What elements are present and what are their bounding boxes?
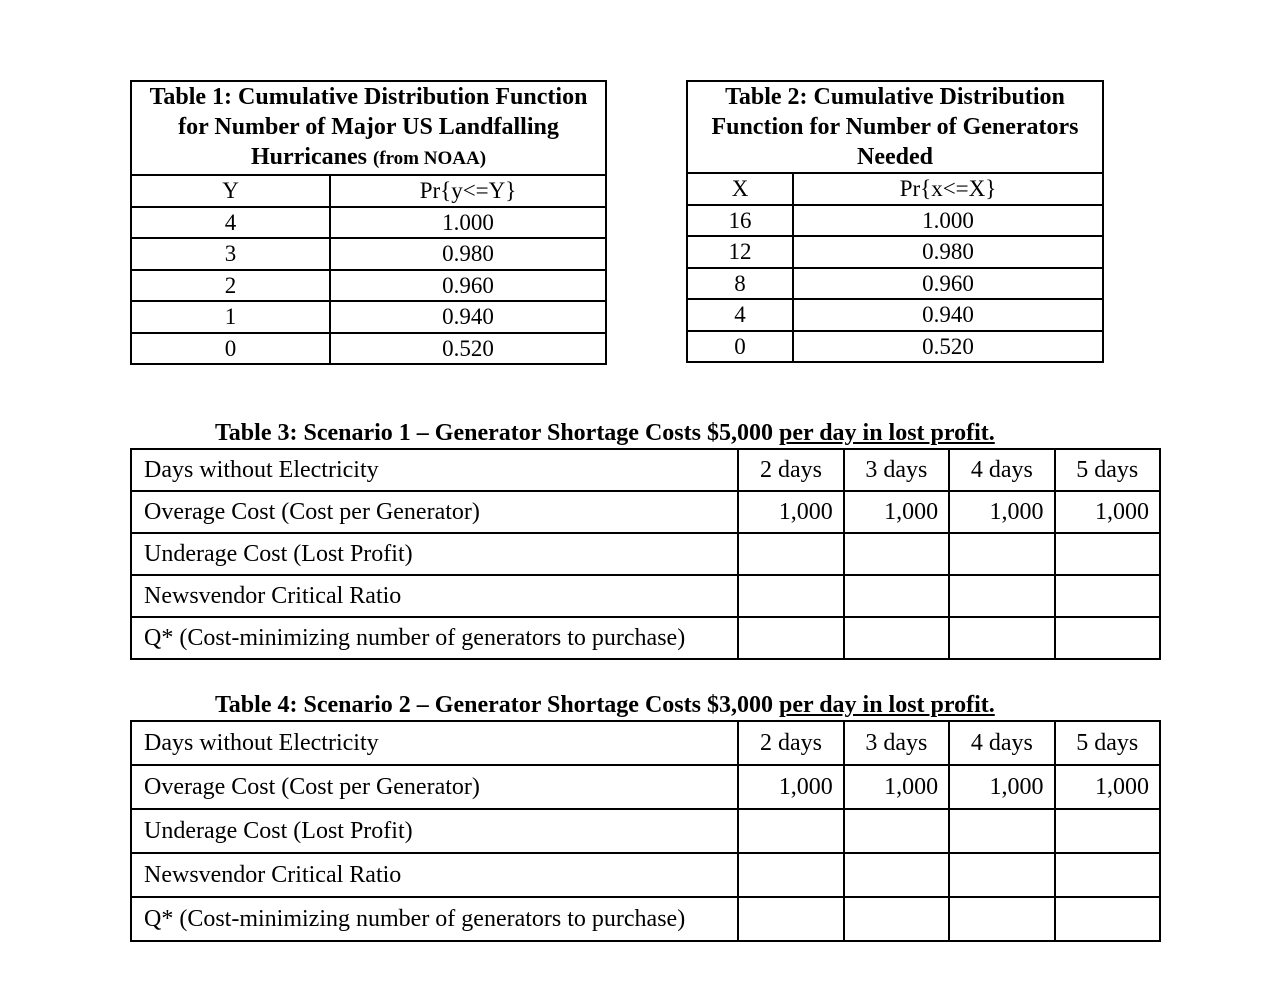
empty-cell [1055,533,1160,575]
table-cell: 2 days [738,721,843,765]
empty-cell [1055,853,1160,897]
table-row [131,575,1160,617]
table-cell: 0.980 [793,236,1103,268]
empty-cell [949,853,1054,897]
table-row [131,333,606,365]
table-cell: 0 [131,333,330,365]
row-label: Newsvendor Critical Ratio [131,575,738,617]
table-cell: 5 days [1055,449,1160,491]
table-cell: 2 days [738,449,843,491]
empty-cell [844,809,949,853]
table-1-title-source: (from NOAA) [372,148,487,169]
row-label: Days without Electricity [131,721,738,765]
row-label: Underage Cost (Lost Profit) [131,809,738,853]
table-cell: 1,000 [1055,765,1160,809]
empty-cell [844,575,949,617]
table-row [131,449,1160,491]
table-row [131,617,1160,659]
table-cell: 4 days [949,721,1054,765]
table-cell: 0.520 [793,331,1103,363]
table-cell: 5 days [1055,721,1160,765]
row-label: Newsvendor Critical Ratio [131,853,738,897]
table-cell: 0.960 [330,270,606,302]
table-cell: 0.980 [330,238,606,270]
table-cell: 1,000 [949,765,1054,809]
table-1-title: Table 1: Cumulative Distribution Function for Number of Major US Landfalling Hurricanes (from NOAA) [131,81,606,175]
table-row [687,236,1103,268]
table-cell: 1.000 [793,205,1103,237]
empty-cell [949,897,1054,941]
empty-cell [738,617,843,659]
table-row [131,270,606,302]
empty-cell [844,853,949,897]
table-cell: 1.000 [330,207,606,239]
table-row [131,765,1160,809]
empty-cell [1055,897,1160,941]
table-cell: 0.940 [793,299,1103,331]
table-cell: 0.520 [330,333,606,365]
empty-cell [738,533,843,575]
empty-cell [738,575,843,617]
empty-cell [949,575,1054,617]
table-cell: 0 [687,331,793,363]
table-row [131,721,1160,765]
table-cell: 4 days [949,449,1054,491]
table-cell: 0.960 [793,268,1103,300]
row-label: Days without Electricity [131,449,738,491]
empty-cell [844,533,949,575]
table-cell: 0.940 [330,301,606,333]
empty-cell [844,897,949,941]
table-row [131,491,1160,533]
empty-cell [949,533,1054,575]
table-2-header-prob: Pr{x<=X} [793,173,1103,205]
table-2-title: Table 2: Cumulative Distribution Function for Number of Generators Needed [687,81,1103,173]
table-cell: 1,000 [738,491,843,533]
table-row [131,897,1160,941]
table-row [131,301,606,333]
table-4-caption: Table 4: Scenario 2 – Generator Shortage Costs $3,000 per day in lost profit. [215,692,995,718]
empty-cell [738,897,843,941]
empty-cell [1055,575,1160,617]
table-cell: 1 [131,301,330,333]
table-cell: 4 [131,207,330,239]
table-cell: 1,000 [738,765,843,809]
table-row [687,205,1103,237]
row-label: Underage Cost (Lost Profit) [131,533,738,575]
table-cell: 1,000 [844,765,949,809]
row-label: Q* (Cost-minimizing number of generators to purchase) [131,897,738,941]
empty-cell [738,853,843,897]
table-1-hurricane-cdf [130,80,607,365]
table-row [131,853,1160,897]
table-row [687,299,1103,331]
table-cell: 3 [131,238,330,270]
table-3-scenario-1 [130,448,1161,660]
table-1-header-y: Y [131,175,330,207]
table-2-generator-cdf [686,80,1104,363]
table-cell: 3 days [844,721,949,765]
empty-cell [949,617,1054,659]
table-2-header-x: X [687,173,793,205]
empty-cell [738,809,843,853]
table-row [687,331,1103,363]
table-cell: 2 [131,270,330,302]
table-row [131,207,606,239]
empty-cell [1055,809,1160,853]
table-cell: 1,000 [844,491,949,533]
row-label: Overage Cost (Cost per Generator) [131,765,738,809]
table-cell: 8 [687,268,793,300]
table-cell: 1,000 [1055,491,1160,533]
table-row [687,268,1103,300]
table-1-header-prob: Pr{y<=Y} [330,175,606,207]
table-3-caption: Table 3: Scenario 1 – Generator Shortage Costs $5,000 per day in lost profit. [215,420,995,446]
table-4-scenario-2 [130,720,1161,942]
table-cell: 16 [687,205,793,237]
table-row [131,238,606,270]
empty-cell [844,617,949,659]
empty-cell [1055,617,1160,659]
table-cell: 12 [687,236,793,268]
table-row [131,533,1160,575]
table-row [131,809,1160,853]
table-cell: 3 days [844,449,949,491]
table-cell: 4 [687,299,793,331]
empty-cell [949,809,1054,853]
row-label: Q* (Cost-minimizing number of generators to purchase) [131,617,738,659]
table-cell: 1,000 [949,491,1054,533]
row-label: Overage Cost (Cost per Generator) [131,491,738,533]
